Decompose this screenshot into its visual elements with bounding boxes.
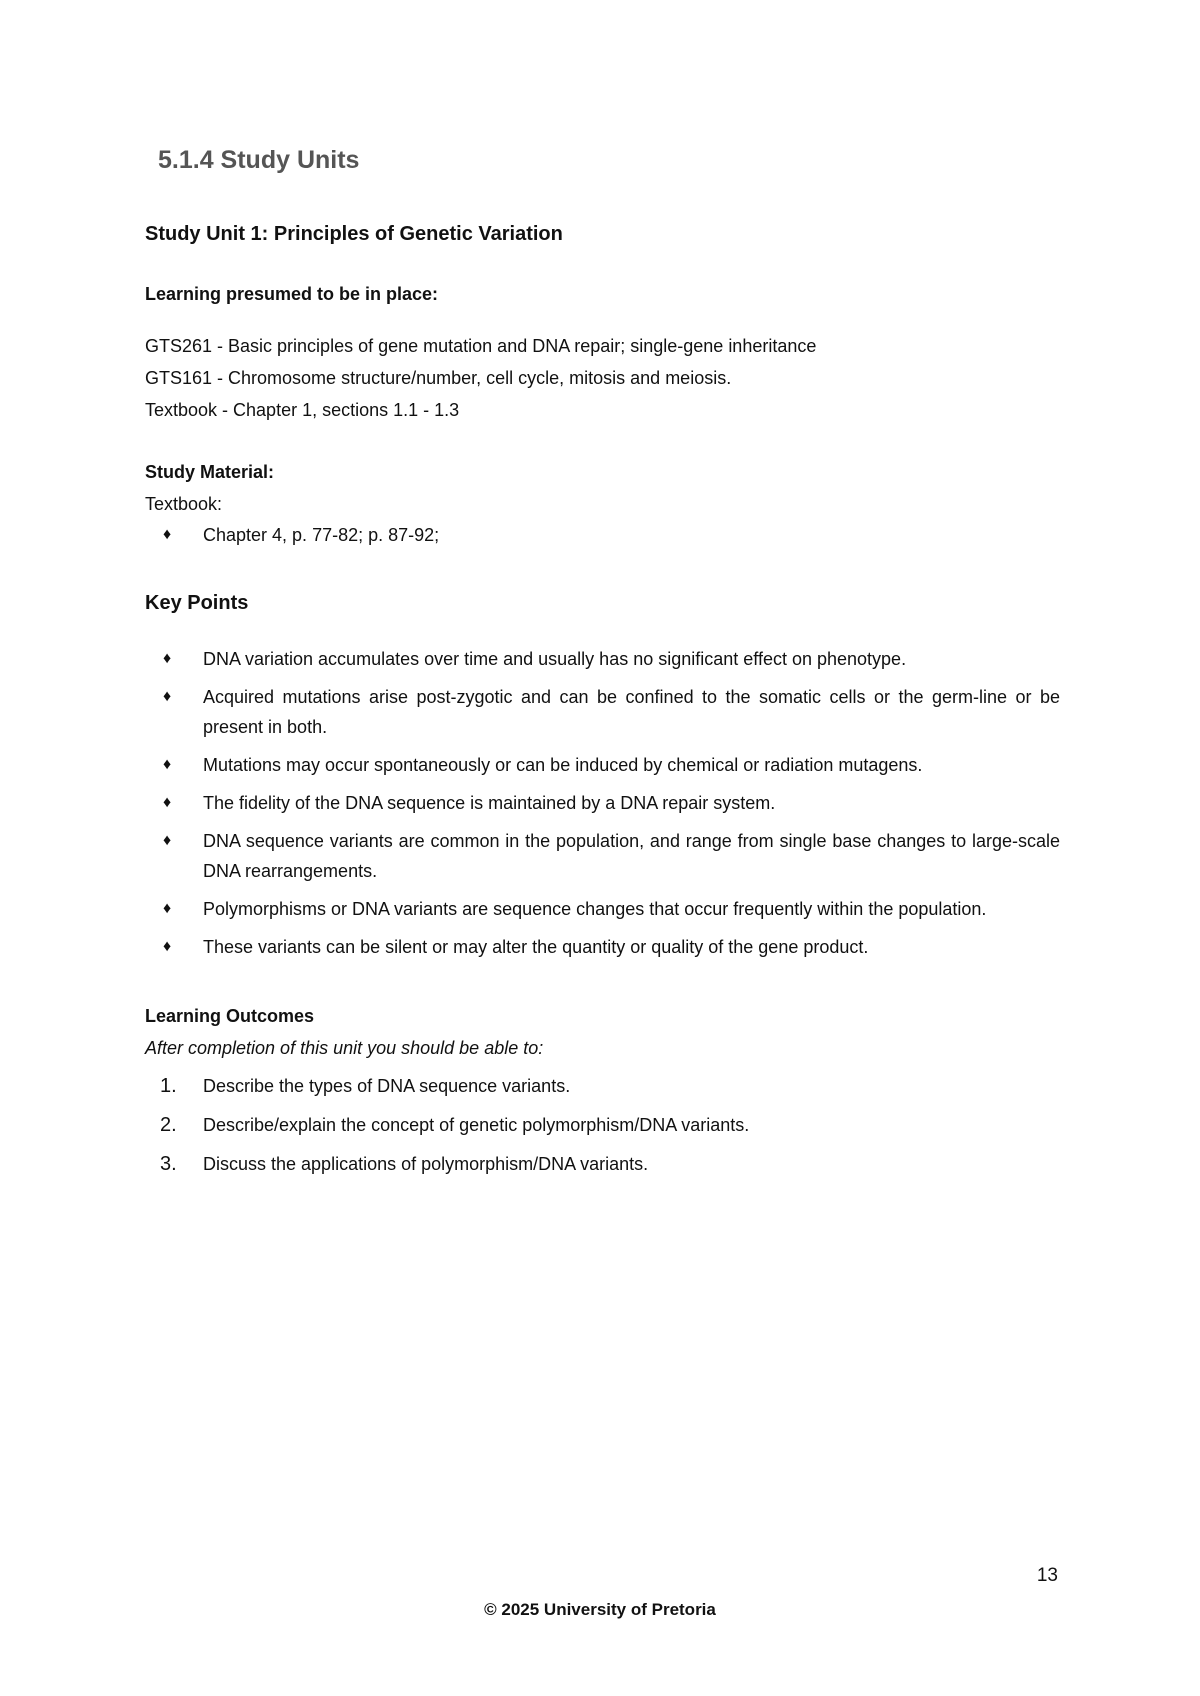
diamond-bullet-icon: ♦ bbox=[163, 900, 172, 917]
page-content bbox=[145, 220, 1060, 1187]
key-point-item bbox=[145, 750, 1060, 780]
copyright-footer: © 2025 University of Pretoria bbox=[484, 1600, 716, 1619]
learning-outcomes-intro: After completion of this unit you should be able to: bbox=[145, 1038, 544, 1058]
study-material-item bbox=[145, 520, 1060, 550]
outcome-item bbox=[145, 1070, 1060, 1102]
diamond-bullet-icon: ♦ bbox=[163, 756, 172, 773]
diamond-bullet-icon: ♦ bbox=[163, 832, 172, 849]
key-point-item bbox=[145, 644, 1060, 674]
section-heading: 5.1.4 Study Units bbox=[158, 146, 360, 174]
spacer bbox=[145, 426, 1060, 456]
learning-outcomes-list bbox=[145, 1070, 1060, 1180]
key-point-text: DNA variation accumulates over time and usually has no significant effect on phenotype. bbox=[203, 649, 907, 669]
diamond-bullet-icon: ♦ bbox=[163, 938, 172, 955]
spacer bbox=[145, 310, 1060, 330]
key-point-item bbox=[145, 826, 1060, 886]
key-point-text: Acquired mutations arise post-zygotic and can be confined to the somatic cells or the germ-line or be present in both. bbox=[203, 687, 1060, 737]
outcome-number: 1. bbox=[160, 1075, 177, 1097]
page-number: 13 bbox=[1036, 1565, 1058, 1586]
presumed-item: GTS261 - Basic principles of gene mutation and DNA repair; single-gene inheritance bbox=[145, 336, 817, 356]
spacer bbox=[145, 970, 1060, 1000]
diamond-bullet-icon: ♦ bbox=[163, 688, 172, 705]
presumed-item: Textbook - Chapter 1, sections 1.1 - 1.3 bbox=[145, 400, 460, 420]
key-point-text: DNA sequence variants are common in the population, and range from single base changes to large-scale DNA rearrangements. bbox=[203, 831, 1060, 881]
diamond-bullet-icon: ♦ bbox=[163, 526, 172, 543]
study-material-list bbox=[145, 520, 1060, 550]
key-points-list bbox=[145, 644, 1060, 962]
key-point-text: The fidelity of the DNA sequence is maintained by a DNA repair system. bbox=[203, 793, 776, 813]
key-point-text: These variants can be silent or may alter the quantity or quality of the gene product. bbox=[203, 937, 869, 957]
diamond-bullet-icon: ♦ bbox=[163, 650, 172, 667]
key-point-item bbox=[145, 894, 1060, 924]
presumed-list bbox=[145, 330, 1060, 426]
outcome-item bbox=[145, 1148, 1060, 1180]
study-material-item-text: Chapter 4, p. 77-82; p. 87-92; bbox=[203, 525, 440, 545]
outcome-text: Discuss the applications of polymorphism/DNA variants. bbox=[203, 1154, 649, 1174]
outcome-number: 3. bbox=[160, 1153, 177, 1175]
key-point-item bbox=[145, 682, 1060, 742]
outcome-number: 2. bbox=[160, 1114, 177, 1136]
spacer bbox=[145, 558, 1060, 588]
key-point-item bbox=[145, 788, 1060, 818]
diamond-bullet-icon: ♦ bbox=[163, 794, 172, 811]
unit-title: Study Unit 1: Principles of Genetic Variation bbox=[145, 223, 563, 245]
learning-outcomes-heading: Learning Outcomes bbox=[145, 1006, 315, 1026]
presumed-label: Learning presumed to be in place: bbox=[145, 284, 439, 304]
key-point-text: Mutations may occur spontaneously or can be induced by chemical or radiation mutagens. bbox=[203, 755, 923, 775]
key-points-heading: Key Points bbox=[145, 592, 249, 614]
outcome-item bbox=[145, 1109, 1060, 1141]
study-material-source: Textbook: bbox=[145, 494, 223, 514]
key-point-text: Polymorphisms or DNA variants are sequence changes that occur frequently within the population. bbox=[203, 899, 987, 919]
outcome-text: Describe/explain the concept of genetic polymorphism/DNA variants. bbox=[203, 1115, 750, 1135]
presumed-item: GTS161 - Chromosome structure/number, cell cycle, mitosis and meiosis. bbox=[145, 368, 732, 388]
key-point-item bbox=[145, 932, 1060, 962]
outcome-text: Describe the types of DNA sequence variants. bbox=[203, 1076, 571, 1096]
study-material-label: Study Material: bbox=[145, 462, 275, 482]
